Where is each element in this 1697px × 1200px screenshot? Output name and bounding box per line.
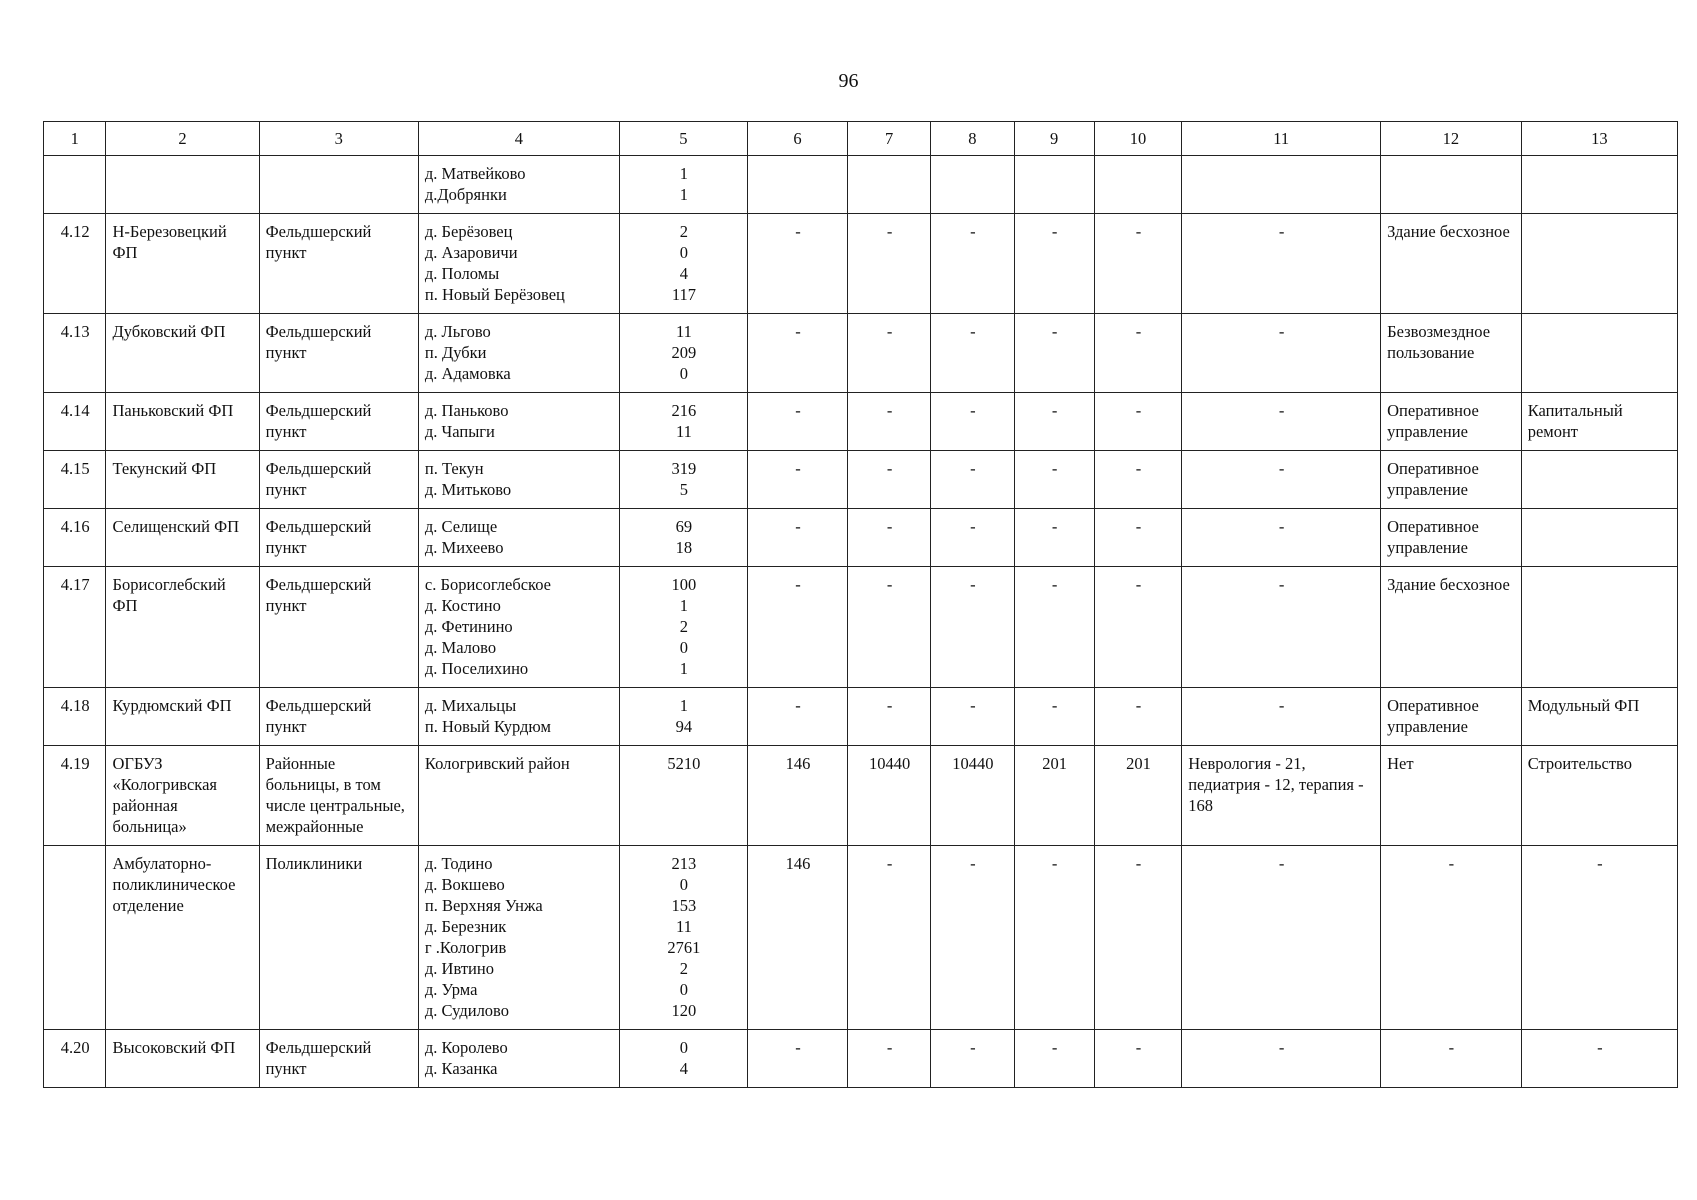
facility-type: Фельдшерский пункт bbox=[259, 688, 418, 746]
ownership-status: Нет bbox=[1381, 746, 1522, 846]
population-line: 4 bbox=[679, 1059, 689, 1078]
value-col-10: - bbox=[1094, 393, 1181, 451]
population-line: 5 bbox=[679, 480, 689, 499]
value-col-7: - bbox=[847, 393, 930, 451]
facility-name: Паньковский ФП bbox=[106, 393, 259, 451]
ownership-status bbox=[1381, 156, 1522, 214]
value-col-9: 201 bbox=[1014, 746, 1094, 846]
planned-works: Модульный ФП bbox=[1521, 688, 1677, 746]
value-col-9: - bbox=[1014, 846, 1094, 1030]
facility-type: Фельдшерский пункт bbox=[259, 451, 418, 509]
profile-beds: - bbox=[1182, 214, 1381, 314]
table-row bbox=[44, 451, 1678, 509]
settlements-line: д.Добрянки bbox=[424, 185, 507, 204]
settlements-line: д. Тодино bbox=[424, 854, 493, 873]
settlements-line: Кологривский район bbox=[424, 754, 570, 773]
settlements bbox=[418, 393, 619, 451]
facility-type: Фельдшерский пункт bbox=[259, 509, 418, 567]
settlements-line: д. Казанка bbox=[424, 1059, 498, 1078]
population-line: 120 bbox=[671, 1001, 697, 1020]
settlements-line: д. Вокшево bbox=[424, 875, 505, 894]
table-row bbox=[44, 746, 1678, 846]
facilities-table bbox=[43, 121, 1678, 1088]
settlements bbox=[418, 688, 619, 746]
value-col-8: - bbox=[931, 314, 1014, 393]
row-number: 4.15 bbox=[44, 451, 106, 509]
population-line: 0 bbox=[679, 243, 689, 262]
profile-beds: - bbox=[1182, 1030, 1381, 1088]
settlements-line: д. Ивтино bbox=[424, 959, 494, 978]
value-col-8: - bbox=[931, 688, 1014, 746]
column-header-2: 2 bbox=[106, 122, 259, 156]
settlements-line: п. Текун bbox=[424, 459, 484, 478]
ownership-status: Оперативное управление bbox=[1381, 393, 1522, 451]
population-line: 1 bbox=[679, 696, 689, 715]
column-header-7: 7 bbox=[847, 122, 930, 156]
facility-type bbox=[259, 156, 418, 214]
population bbox=[619, 1030, 747, 1088]
value-col-9: - bbox=[1014, 688, 1094, 746]
settlements-line: д. Паньково bbox=[424, 401, 509, 420]
value-col-7: - bbox=[847, 567, 930, 688]
population-line: 100 bbox=[671, 575, 697, 594]
population bbox=[619, 451, 747, 509]
column-header-1: 1 bbox=[44, 122, 106, 156]
value-col-7: - bbox=[847, 846, 930, 1030]
column-header-4: 4 bbox=[418, 122, 619, 156]
ownership-status: Здание бесхозное bbox=[1381, 214, 1522, 314]
population bbox=[619, 746, 747, 846]
settlements-line: д. Селище bbox=[424, 517, 498, 536]
settlements-line: д. Поселихино bbox=[424, 659, 529, 678]
ownership-status: Здание бесхозное bbox=[1381, 567, 1522, 688]
settlements-line: д. Азаровичи bbox=[424, 243, 518, 262]
column-header-9: 9 bbox=[1014, 122, 1094, 156]
planned-works bbox=[1521, 156, 1677, 214]
value-col-7: - bbox=[847, 214, 930, 314]
planned-works: - bbox=[1521, 1030, 1677, 1088]
settlements-line: д. Матвейково bbox=[424, 164, 526, 183]
value-col-7: 10440 bbox=[847, 746, 930, 846]
facility-type: Фельдшерский пункт bbox=[259, 393, 418, 451]
population-line: 0 bbox=[679, 875, 689, 894]
row-number: 4.16 bbox=[44, 509, 106, 567]
settlements-line: д. Королево bbox=[424, 1038, 508, 1057]
settlements bbox=[418, 156, 619, 214]
population-line: 1 bbox=[679, 185, 689, 204]
population-line: 0 bbox=[679, 1038, 689, 1057]
value-col-9: - bbox=[1014, 509, 1094, 567]
population-line: 2 bbox=[679, 617, 689, 636]
row-number bbox=[44, 156, 106, 214]
facility-name: Н-Березовецкий ФП bbox=[106, 214, 259, 314]
facility-type: Районные больницы, в том числе центральные, межрайонные bbox=[259, 746, 418, 846]
population-line: 319 bbox=[671, 459, 697, 478]
table-row bbox=[44, 567, 1678, 688]
planned-works bbox=[1521, 567, 1677, 688]
population-line: 0 bbox=[679, 638, 689, 657]
profile-beds: - bbox=[1182, 509, 1381, 567]
settlements bbox=[418, 509, 619, 567]
facility-type: Фельдшерский пункт bbox=[259, 567, 418, 688]
ownership-status: Оперативное управление bbox=[1381, 509, 1522, 567]
value-col-6 bbox=[747, 156, 847, 214]
row-number: 4.18 bbox=[44, 688, 106, 746]
population-line: 213 bbox=[671, 854, 697, 873]
value-col-8: - bbox=[931, 393, 1014, 451]
profile-beds: - bbox=[1182, 451, 1381, 509]
row-number: 4.12 bbox=[44, 214, 106, 314]
row-number: 4.19 bbox=[44, 746, 106, 846]
settlements-line: д. Адамовка bbox=[424, 364, 511, 383]
value-col-6: 146 bbox=[747, 746, 847, 846]
value-col-7 bbox=[847, 156, 930, 214]
value-col-6: - bbox=[747, 567, 847, 688]
population bbox=[619, 846, 747, 1030]
settlements-line: д. Михеево bbox=[424, 538, 504, 557]
value-col-10: - bbox=[1094, 509, 1181, 567]
profile-beds bbox=[1182, 156, 1381, 214]
value-col-9: - bbox=[1014, 393, 1094, 451]
settlements-line: с. Борисоглебское bbox=[424, 575, 552, 594]
facility-name: Амбулаторно-поликлиническое отделение bbox=[106, 846, 259, 1030]
profile-beds: - bbox=[1182, 393, 1381, 451]
value-col-10 bbox=[1094, 156, 1181, 214]
value-col-8: - bbox=[931, 509, 1014, 567]
settlements-line: д. Урма bbox=[424, 980, 478, 999]
value-col-6: - bbox=[747, 509, 847, 567]
column-header-6: 6 bbox=[747, 122, 847, 156]
population-line: 2761 bbox=[667, 938, 701, 957]
value-col-6: - bbox=[747, 1030, 847, 1088]
facility-name: Текунский ФП bbox=[106, 451, 259, 509]
population-line: 153 bbox=[671, 896, 697, 915]
settlements bbox=[418, 846, 619, 1030]
row-number: 4.13 bbox=[44, 314, 106, 393]
column-header-11: 11 bbox=[1182, 122, 1381, 156]
value-col-10: - bbox=[1094, 214, 1181, 314]
settlements-line: д. Фетинино bbox=[424, 617, 513, 636]
ownership-status: - bbox=[1381, 1030, 1522, 1088]
column-header-12: 12 bbox=[1381, 122, 1522, 156]
value-col-9: - bbox=[1014, 1030, 1094, 1088]
profile-beds: - bbox=[1182, 567, 1381, 688]
value-col-10: - bbox=[1094, 1030, 1181, 1088]
population-line: 5210 bbox=[667, 754, 701, 773]
value-col-10: - bbox=[1094, 451, 1181, 509]
facility-name: Высоковский ФП bbox=[106, 1030, 259, 1088]
table-row bbox=[44, 214, 1678, 314]
value-col-7: - bbox=[847, 688, 930, 746]
value-col-8: - bbox=[931, 214, 1014, 314]
settlements-line: д. Судилово bbox=[424, 1001, 509, 1020]
value-col-6: - bbox=[747, 451, 847, 509]
population bbox=[619, 156, 747, 214]
settlements-line: д. Костино bbox=[424, 596, 501, 615]
population-line: 117 bbox=[671, 285, 696, 304]
settlements-line: п. Новый Курдюм bbox=[424, 717, 551, 736]
value-col-8: - bbox=[931, 846, 1014, 1030]
population-line: 1 bbox=[679, 659, 689, 678]
value-col-8: - bbox=[931, 451, 1014, 509]
settlements-line: п. Верхняя Унжа bbox=[424, 896, 543, 915]
value-col-9: - bbox=[1014, 451, 1094, 509]
column-header-8: 8 bbox=[931, 122, 1014, 156]
population bbox=[619, 393, 747, 451]
page-number: 96 bbox=[838, 70, 859, 92]
population-line: 2 bbox=[679, 222, 689, 241]
population bbox=[619, 314, 747, 393]
population-line: 18 bbox=[675, 538, 693, 557]
population-line: 0 bbox=[679, 980, 689, 999]
planned-works: - bbox=[1521, 846, 1677, 1030]
ownership-status: Безвозмездное пользование bbox=[1381, 314, 1522, 393]
table-row bbox=[44, 393, 1678, 451]
planned-works: Капитальный ремонт bbox=[1521, 393, 1677, 451]
profile-beds: - bbox=[1182, 688, 1381, 746]
planned-works bbox=[1521, 214, 1677, 314]
ownership-status: - bbox=[1381, 846, 1522, 1030]
value-col-6: - bbox=[747, 214, 847, 314]
column-header-10: 10 bbox=[1094, 122, 1181, 156]
planned-works: Строительство bbox=[1521, 746, 1677, 846]
value-col-8: 10440 bbox=[931, 746, 1014, 846]
row-number: 4.20 bbox=[44, 1030, 106, 1088]
value-col-7: - bbox=[847, 314, 930, 393]
settlements-line: п. Новый Берёзовец bbox=[424, 285, 565, 304]
settlements-line: д. Михальцы bbox=[424, 696, 517, 715]
value-col-10: - bbox=[1094, 567, 1181, 688]
population-line: 69 bbox=[675, 517, 693, 536]
ownership-status: Оперативное управление bbox=[1381, 688, 1522, 746]
planned-works bbox=[1521, 314, 1677, 393]
settlements bbox=[418, 214, 619, 314]
population-line: 0 bbox=[679, 364, 689, 383]
ownership-status: Оперативное управление bbox=[1381, 451, 1522, 509]
facility-name: Дубковский ФП bbox=[106, 314, 259, 393]
table-row bbox=[44, 509, 1678, 567]
facility-type: Фельдшерский пункт bbox=[259, 314, 418, 393]
planned-works bbox=[1521, 451, 1677, 509]
settlements-line: д. Поломы bbox=[424, 264, 500, 283]
settlements bbox=[418, 746, 619, 846]
planned-works bbox=[1521, 509, 1677, 567]
population-line: 2 bbox=[679, 959, 689, 978]
table-row bbox=[44, 846, 1678, 1030]
row-number: 4.14 bbox=[44, 393, 106, 451]
row-number bbox=[44, 846, 106, 1030]
value-col-8 bbox=[931, 156, 1014, 214]
value-col-7: - bbox=[847, 509, 930, 567]
settlements-line: д. Березник bbox=[424, 917, 507, 936]
facility-name: Курдюмский ФП bbox=[106, 688, 259, 746]
value-col-10: - bbox=[1094, 314, 1181, 393]
population-line: 1 bbox=[679, 164, 689, 183]
column-header-5: 5 bbox=[619, 122, 747, 156]
value-col-9: - bbox=[1014, 314, 1094, 393]
value-col-8: - bbox=[931, 567, 1014, 688]
settlements-line: д. Митьково bbox=[424, 480, 512, 499]
settlements-line: п. Дубки bbox=[424, 343, 487, 362]
settlements-line: д. Льгово bbox=[424, 322, 491, 341]
value-col-7: - bbox=[847, 451, 930, 509]
population bbox=[619, 214, 747, 314]
value-col-7: - bbox=[847, 1030, 930, 1088]
column-number-row bbox=[44, 122, 1678, 156]
column-header-3: 3 bbox=[259, 122, 418, 156]
profile-beds: Неврология - 21, педиатрия - 12, терапия - 168 bbox=[1182, 746, 1381, 846]
facility-type: Поликлиники bbox=[259, 846, 418, 1030]
population-line: 11 bbox=[675, 917, 692, 936]
value-col-6: - bbox=[747, 688, 847, 746]
settlements-line: д. Малово bbox=[424, 638, 497, 657]
table-row bbox=[44, 1030, 1678, 1088]
population-line: 11 bbox=[675, 422, 692, 441]
column-header-13: 13 bbox=[1521, 122, 1677, 156]
value-col-9 bbox=[1014, 156, 1094, 214]
facility-name: ОГБУЗ «Кологривская районная больница» bbox=[106, 746, 259, 846]
population-line: 209 bbox=[671, 343, 697, 362]
table-row bbox=[44, 688, 1678, 746]
value-col-6: 146 bbox=[747, 846, 847, 1030]
profile-beds: - bbox=[1182, 314, 1381, 393]
facility-type: Фельдшерский пункт bbox=[259, 214, 418, 314]
settlements-line: д. Берёзовец bbox=[424, 222, 513, 241]
value-col-6: - bbox=[747, 393, 847, 451]
value-col-9: - bbox=[1014, 567, 1094, 688]
population bbox=[619, 567, 747, 688]
table-row bbox=[44, 156, 1678, 214]
facility-name: Селищенский ФП bbox=[106, 509, 259, 567]
row-number: 4.17 bbox=[44, 567, 106, 688]
value-col-8: - bbox=[931, 1030, 1014, 1088]
value-col-10: - bbox=[1094, 846, 1181, 1030]
population-line: 94 bbox=[675, 717, 693, 736]
value-col-10: - bbox=[1094, 688, 1181, 746]
facility-name bbox=[106, 156, 259, 214]
population-line: 4 bbox=[679, 264, 689, 283]
settlements-line: д. Чапыги bbox=[424, 422, 495, 441]
value-col-10: 201 bbox=[1094, 746, 1181, 846]
table-row bbox=[44, 314, 1678, 393]
table-body bbox=[44, 156, 1678, 1088]
profile-beds: - bbox=[1182, 846, 1381, 1030]
settlements bbox=[418, 314, 619, 393]
population bbox=[619, 509, 747, 567]
settlements bbox=[418, 567, 619, 688]
value-col-9: - bbox=[1014, 214, 1094, 314]
facility-name: Борисоглебский ФП bbox=[106, 567, 259, 688]
table-header bbox=[44, 122, 1678, 156]
population-line: 1 bbox=[679, 596, 689, 615]
population-line: 11 bbox=[675, 322, 692, 341]
settlements-line: г .Кологрив bbox=[424, 938, 507, 957]
population bbox=[619, 688, 747, 746]
facility-type: Фельдшерский пункт bbox=[259, 1030, 418, 1088]
value-col-6: - bbox=[747, 314, 847, 393]
population-line: 216 bbox=[671, 401, 697, 420]
settlements bbox=[418, 451, 619, 509]
settlements bbox=[418, 1030, 619, 1088]
